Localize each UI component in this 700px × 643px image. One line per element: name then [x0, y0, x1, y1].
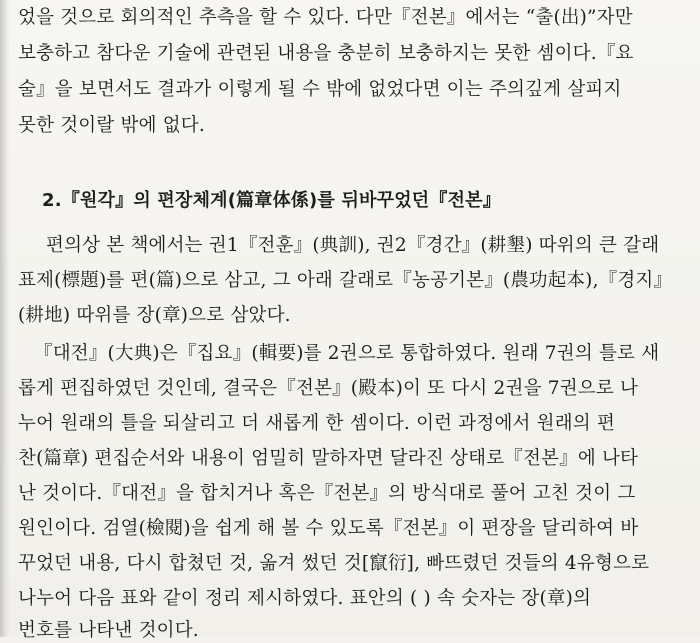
- intro-line-3: 술』을 보면서도 결과가 이렇게 될 수 밖에 없었다면 이는 주의깊게 살피지: [18, 79, 622, 100]
- p1-line-3: (耕地) 따위를 장(章)으로 삼았다.: [18, 305, 291, 326]
- intro-line-2: 보충하고 참다운 기술에 관련된 내용을 충분히 보충하지는 못한 셈이다.『요: [18, 43, 634, 64]
- p2-line-4: 찬(篇章) 편집순서와 내용이 엄밀히 말하자면 달라진 상태로『전본』에 나타: [18, 448, 639, 469]
- p2-line-6: 원인이다. 검열(檢閱)을 쉽게 해 볼 수 있도록『전본』이 편장을 달리하여 바: [18, 518, 639, 539]
- p2-line-1: 『대전』(大典)은『집요』(輯要)를 2권으로 통합하였다. 원래 7권의 틀로 새: [34, 343, 660, 364]
- p1-line-2: 표제(標題)를 편(篇)으로 삼고, 그 아래 갈래로『농공기본』(農功起本),『경지』: [18, 270, 673, 291]
- p2-line-5: 난 것이다.『대전』을 합치거나 혹은『전본』의 방식대로 풀어 고친 것이 그: [18, 483, 636, 504]
- p2-line-3: 누어 원래의 틀을 되살리고 더 새롭게 한 셈이다. 이런 과정에서 원래의 편: [18, 413, 616, 434]
- p2-line-8: 나누어 다음 표와 같이 정리 제시하였다. 표안의 ( ) 속 숫자는 장(章)의: [18, 588, 592, 609]
- p2-line-2: 롭게 편집하였던 것인데, 결국은『전본』(殿本)이 또 다시 2권을 7권으로 나: [18, 378, 639, 399]
- intro-line-4: 못한 것이랄 밖에 없다.: [18, 115, 205, 136]
- section-heading: 2.『원각』의 편장체계(篇章体係)를 뒤바꾸었던『전본』: [42, 190, 501, 211]
- page-spine-shadow: [0, 0, 10, 637]
- p1-line-1: 편의상 본 책에서는 권1『전훈』(典訓), 권2『경간』(耕墾) 따위의 큰 갈래: [46, 235, 660, 256]
- p2-line-9: 번호를 나타낸 것이다.: [18, 620, 199, 641]
- p2-line-7: 꾸었던 내용, 다시 합쳤던 것, 옮겨 썼던 것[竄衍], 빠뜨렸던 것들의 4유형으로: [18, 553, 650, 574]
- intro-line-1: 었을 것으로 회의적인 추측을 할 수 있다. 다만『전본』에서는 “출(出)”자만: [18, 7, 633, 28]
